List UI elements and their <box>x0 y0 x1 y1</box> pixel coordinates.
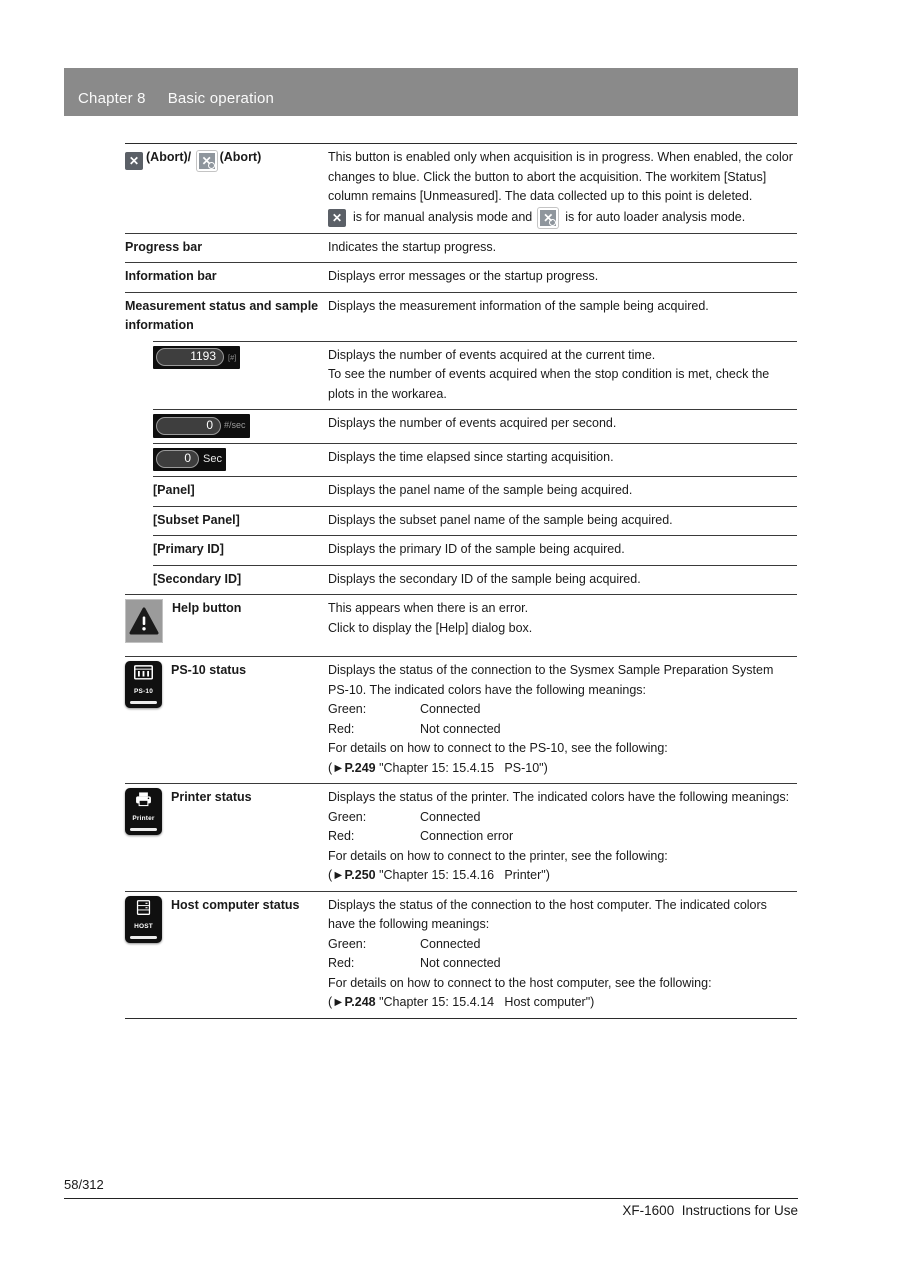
help-desc-line2: Click to display the [Help] dialog box. <box>328 620 533 635</box>
page-number: 58/312 <box>64 1177 104 1192</box>
warning-triangle-icon <box>125 599 163 643</box>
host-device-icon <box>125 896 162 943</box>
printer-status-cell <box>125 788 328 886</box>
measurement-status-label: Measurement status and sample information <box>125 298 319 332</box>
abort-row-description <box>328 148 797 228</box>
progress-bar-description: Indicates the startup progress. <box>328 239 497 254</box>
host-ref-page: ►P.248 <box>332 995 376 1009</box>
host-status-label: Host computer status <box>171 897 300 912</box>
printer-desc-text: Displays the status of the printer. The indicated colors have the following meanings: <box>328 790 790 804</box>
host-green-line: Green: Connected <box>328 936 481 951</box>
help-desc-line1: This appears when there is an error. <box>328 601 529 615</box>
ps10-ref-page: ►P.249 <box>332 760 376 775</box>
progress-bar-label: Progress bar <box>125 239 203 254</box>
table-row-help-button <box>125 594 797 656</box>
table-row-measurement-status <box>125 292 797 341</box>
table-row-subset-panel <box>153 506 797 536</box>
reference-table <box>125 143 797 1019</box>
abort-manual-icon: ✕ <box>125 152 143 170</box>
printer-green-line: Green: Connected <box>328 809 481 824</box>
events-per-sec-description: Displays the number of events acquired per second. <box>328 416 617 430</box>
events-count-cell <box>153 346 328 405</box>
secondary-id-label: [Secondary ID] <box>153 571 242 586</box>
ps10-status-indicator <box>130 701 157 704</box>
events-per-sec-cell <box>153 414 328 438</box>
abort-mode-note-end: is for auto loader analysis mode. <box>565 209 746 224</box>
host-cross-reference[interactable]: (►P.248 "Chapter 15: 15.4.14 Host computer") <box>328 995 595 1009</box>
events-count-description <box>328 346 797 405</box>
ps10-glyph <box>133 665 154 680</box>
subset-panel-description: Displays the subset panel name of the sample being acquired. <box>328 512 673 527</box>
printer-status-description <box>328 788 797 886</box>
ps10-cross-reference[interactable]: (►P.249 "Chapter 15: 15.4.15 PS-10") <box>328 760 548 775</box>
chapter-title: Basic operation <box>167 90 275 107</box>
abort-mode-note <box>328 208 797 228</box>
events-count-desc-line2: To see the number of events acquired when the stop condition is met, check the plots in the workarea. <box>328 367 770 401</box>
table-row-events-count <box>153 341 797 410</box>
ps10-status-label: PS-10 status <box>171 663 247 677</box>
table-row-primary-id <box>153 535 797 565</box>
table-row-elapsed-time <box>153 443 797 477</box>
subset-panel-label: [Subset Panel] <box>153 512 240 527</box>
abort-manual-icon-inline: ✕ <box>328 209 346 227</box>
ps10-ref-text: "Chapter 15: 15.4.15 PS-10") <box>375 760 548 775</box>
elapsed-time-description: Displays the time elapsed since starting acquisition. <box>328 449 614 464</box>
table-row-ps10-status <box>125 656 797 783</box>
ps10-desc-text: Displays the status of the connection to the Sysmex Sample Preparation System PS-10. The indicated colors have the following meanings: <box>328 663 774 697</box>
ps10-green-line: Green: Connected <box>328 702 481 716</box>
host-more-text: For details on how to connect to the host computer, see the following: <box>328 975 712 990</box>
host-glyph <box>135 900 152 915</box>
document-title: XF-1600 Instructions for Use <box>622 1203 798 1218</box>
events-count-unit-label: [#] <box>228 352 237 362</box>
help-button-cell <box>125 599 328 651</box>
table-row-secondary-id <box>153 565 797 595</box>
events-per-sec-value: 0 <box>156 417 221 435</box>
panel-description: Displays the panel name of the sample being acquired. <box>328 483 633 497</box>
printer-ref-text: "Chapter 15: 15.4.16 Printer") <box>375 868 550 882</box>
elapsed-time-cell <box>153 448 328 472</box>
help-button-label: Help button <box>172 601 242 615</box>
ps10-status-cell <box>125 661 328 778</box>
host-status-description <box>328 896 797 1013</box>
table-row-abort <box>125 143 797 233</box>
abort-label-part1: (Abort)/ <box>146 150 192 164</box>
primary-id-label: [Primary ID] <box>153 542 224 556</box>
help-button-description <box>328 599 797 651</box>
table-row-progress-bar <box>125 233 797 263</box>
table-row-panel <box>153 476 797 506</box>
table-row-information-bar <box>125 262 797 292</box>
abort-loader-icon-inline: ✕ <box>538 208 558 228</box>
panel-label: [Panel] <box>153 483 195 497</box>
ps10-device-icon <box>125 661 162 708</box>
footer-divider <box>64 1198 798 1199</box>
host-icon-label: HOST <box>134 922 153 930</box>
host-red-line: Red: Not connected <box>328 956 501 970</box>
printer-device-icon <box>125 788 162 835</box>
printer-status-indicator <box>130 828 157 831</box>
printer-icon-label: Printer <box>132 814 155 822</box>
elapsed-time-display <box>153 448 226 472</box>
abort-mode-note-mid: is for manual analysis mode and <box>353 209 533 224</box>
host-ref-text: "Chapter 15: 15.4.14 Host computer") <box>375 995 595 1009</box>
information-bar-description: Displays error messages or the startup progress. <box>328 269 599 283</box>
chapter-header-bar <box>64 68 798 116</box>
printer-cross-reference[interactable]: (►P.250 "Chapter 15: 15.4.16 Printer") <box>328 868 550 882</box>
primary-id-description: Displays the primary ID of the sample being acquired. <box>328 542 625 556</box>
abort-label-part2: (Abort) <box>219 150 262 164</box>
ps10-more-text: For details on how to connect to the PS-10, see the following: <box>328 741 668 755</box>
events-count-desc-line1: Displays the number of events acquired at the current time. <box>328 347 656 362</box>
host-status-cell <box>125 896 328 1013</box>
abort-description-text: This button is enabled only when acquisition is in progress. When enabled, the color changes to blue. Click the button to abort the acquisition. The workitem [Status] column remains [Unmeasured]. The data collected up to this point is deleted. <box>328 150 793 203</box>
secondary-id-description: Displays the secondary ID of the sample being acquired. <box>328 571 641 586</box>
table-row-host-status <box>125 891 797 1019</box>
information-bar-label: Information bar <box>125 269 217 283</box>
events-per-sec-unit-label: #/sec <box>224 420 246 430</box>
host-desc-text: Displays the status of the connection to the host computer. The indicated colors have the following meanings: <box>328 897 767 931</box>
measurement-sub-rows <box>153 341 797 595</box>
events-count-value: 1193 <box>156 348 224 366</box>
host-status-indicator <box>130 936 157 938</box>
abort-loader-icon: ✕ <box>197 151 217 171</box>
elapsed-time-value: 0 <box>156 450 199 468</box>
chapter-number: Chapter 8 <box>78 90 146 107</box>
ps10-icon-label: PS-10 <box>133 687 154 695</box>
printer-red-line: Red: Connection error <box>328 829 514 843</box>
abort-row-label <box>125 148 328 228</box>
printer-more-text: For details on how to connect to the printer, see the following: <box>328 848 668 863</box>
events-count-display <box>153 346 240 370</box>
printer-glyph <box>133 792 154 807</box>
elapsed-time-unit-label: Sec <box>203 452 222 465</box>
printer-ref-page: ►P.250 <box>332 868 376 882</box>
table-row-events-per-sec <box>153 409 797 443</box>
printer-status-label: Printer status <box>171 790 252 804</box>
measurement-status-description: Displays the measurement information of the sample being acquired. <box>328 298 709 313</box>
table-row-printer-status <box>125 783 797 891</box>
ps10-status-description <box>328 661 797 778</box>
events-per-sec-display <box>153 414 250 438</box>
ps10-red-line: Red: Not connected <box>328 721 501 736</box>
